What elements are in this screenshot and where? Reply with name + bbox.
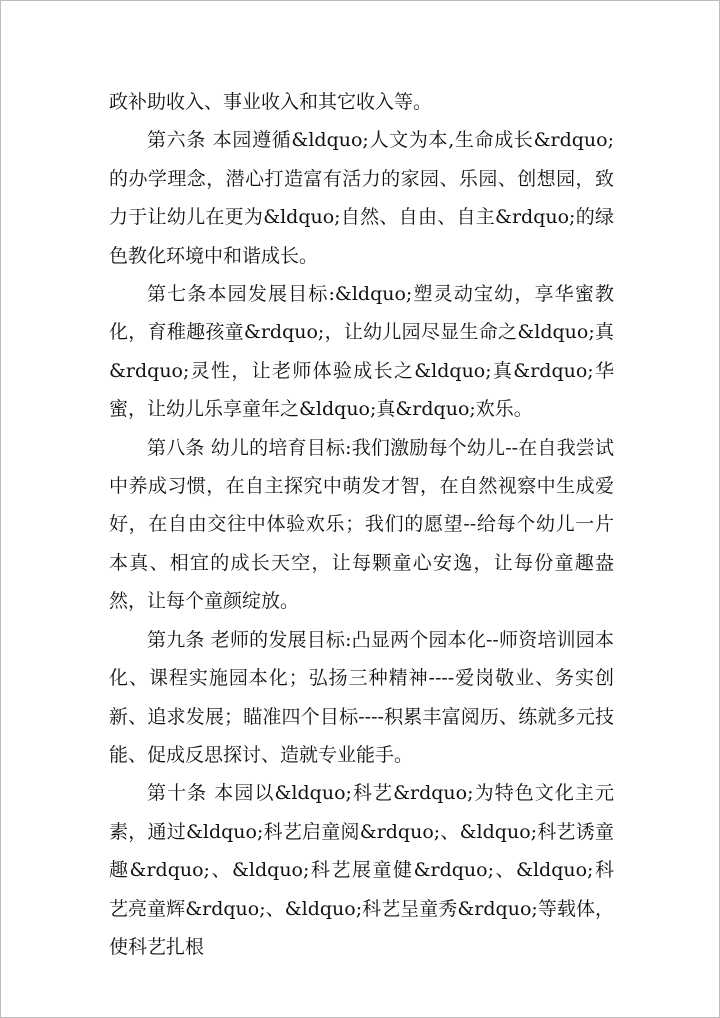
document-body xyxy=(109,83,614,966)
paragraph-article-10: 第十条 本园以&ldquo;科艺&rdquo;为特色文化主元素，通过&ldquo;科艺启童阅&rdquo;、&ldquo;科艺诱童趣&rdquo;、&ldquo;科艺展童健&rdquo;、&ldquo;科艺亮童辉&rdquo;、&ldquo;科艺呈童秀&rdquo;等载体，使科艺扎根 xyxy=(109,782,614,958)
paragraph-article-8: 第八条 幼儿的培育目标:我们激励每个幼儿--在自我尝试中养成习惯，在自主探究中萌发才智，在自然视察中生成爱好，在自由交往中体验欢乐；我们的愿望--给每个幼儿一片本真、相宜的成长天空，让每颗童心安逸，让每份童趣盎然，让每个童颜绽放。 xyxy=(109,436,614,613)
paragraph-article-7: 第七条本园发展目标:&ldquo;塑灵动宝幼，享华蜜教化，育稚趣孩童&rdquo;，让幼儿园尽显生命之&ldquo;真&rdquo;灵性，让老师体验成长之&ldquo;真&rdquo;华蜜，让幼儿乐享童年之&ldquo;真&rdquo;欢乐。 xyxy=(109,283,614,421)
paragraph-article-9: 第九条 老师的发展目标:凸显两个园本化--师资培训园本化、课程实施园本化；弘扬三种精神----爱岗敬业、务实创新、追求发展；瞄准四个目标----积累丰富阅历、练就多元技能、促成反思探讨、造就专业能手。 xyxy=(109,628,614,766)
paragraph-continuation: 政补助收入、事业收入和其它收入等。 xyxy=(109,91,433,113)
paragraph-article-6: 第六条 本园遵循&ldquo;人文为本,生命成长&rdquo;的办学理念，潜心打造富有活力的家园、乐园、创想园，致力于让幼儿在更为&ldquo;自然、自由、自主&rdquo;的绿色教化环境中和谐成长。 xyxy=(109,129,614,267)
